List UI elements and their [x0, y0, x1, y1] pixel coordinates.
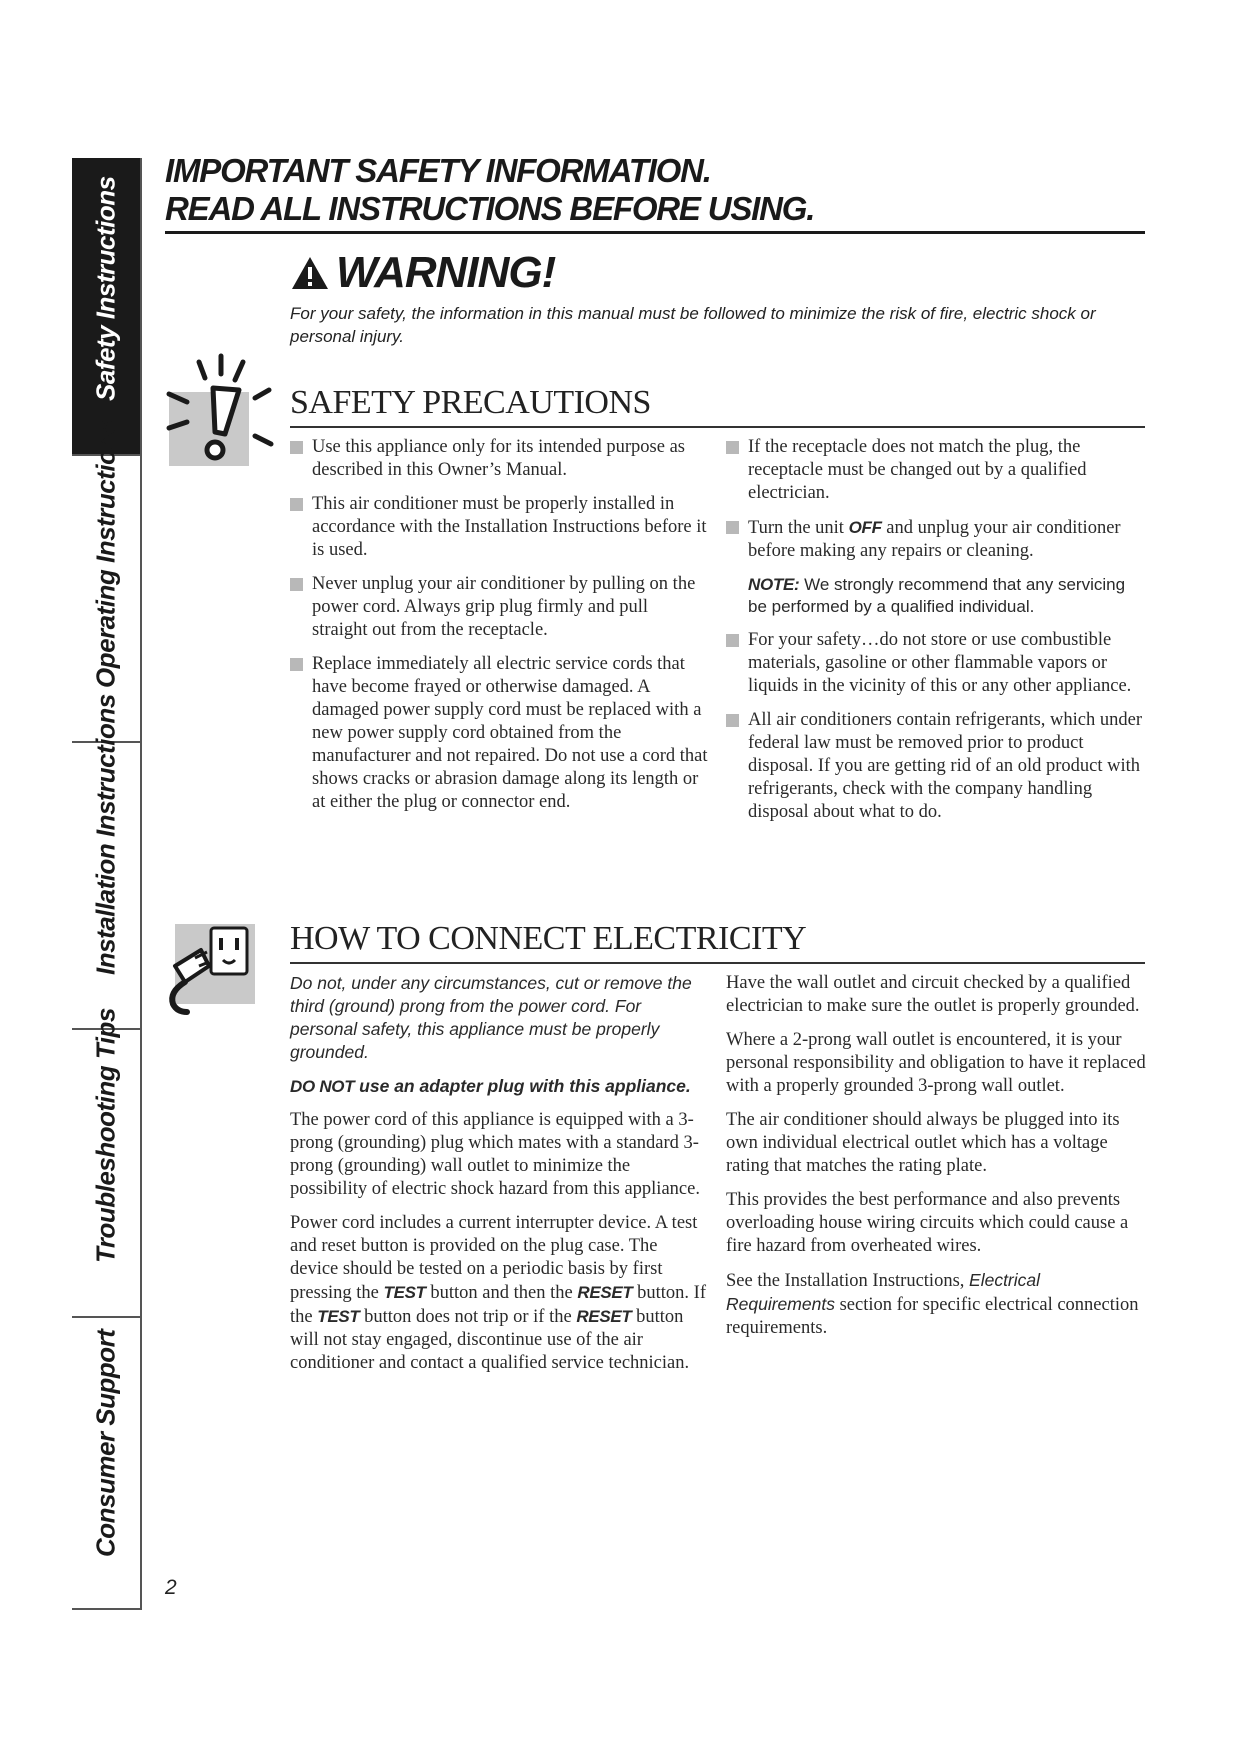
safety-left-column: [290, 436, 708, 825]
safety-note: NOTE: We strongly recommend that any servicing be performed by a qualified individual.: [748, 575, 1126, 616]
page-header: [165, 152, 1145, 228]
adapter-warning: DO NOT use an adapter plug with this appliance.: [290, 1076, 691, 1096]
bullet-square-icon: [290, 658, 303, 671]
tab-troubleshooting-tips[interactable]: [72, 1008, 140, 1316]
list-item: Never unplug your air conditioner by pulling on the power cord. Always grip plug firmly and pull straight out from the receptacle.: [290, 573, 708, 642]
bullet-square-icon: [290, 441, 303, 454]
safety-precautions-divider: [290, 426, 1145, 428]
header-line-1: IMPORTANT SAFETY INFORMATION.: [165, 152, 711, 189]
list-item: Use this appliance only for its intended purpose as described in this Owner’s Manual.: [290, 436, 708, 482]
sidebar-bottom-rule: [72, 1608, 140, 1610]
safety-right-column: [726, 436, 1146, 835]
interrupter-paragraph: Power cord includes a current interrupter device. A test and reset button is provided on the plug case. The device should be tested on a periodic basis by first pressing the TEST button and then the RESET button. If the TEST button does not trip or if the RESET button will not stay engaged, discontinue use of the air conditioner and contact a qualified service technician.: [290, 1213, 707, 1373]
electrical-requirements-reference: Electrical Requirements: [726, 1270, 1041, 1314]
power-cord-paragraph: The power cord of this appliance is equipped with a 3-prong (grounding) plug which mates with a standard 3-prong (grounding) wall outlet to minimize the possibility of electric shock hazard from this appliance.: [290, 1110, 700, 1199]
performance-paragraph: This provides the best performance and also prevents overloading house wiring circuits which could cause a fire hazard from overheated wires.: [726, 1190, 1129, 1256]
electricity-left-column: [290, 972, 708, 1386]
bullet-square-icon: [726, 714, 739, 727]
list-item: For your safety…do not store or use combustible materials, gasoline or other flammable vapors or liquids in the vicinity of this or any other appliance.: [726, 629, 1146, 698]
test-keyword: TEST: [317, 1307, 360, 1326]
list-item: Turn the unit OFF and unplug your air conditioner before making any repairs or cleaning.: [726, 516, 1146, 563]
tab-safety-instructions[interactable]: [72, 158, 140, 454]
grounded-plug-outlet-icon: [165, 920, 265, 1016]
bullet-square-icon: [290, 578, 303, 591]
bullet-square-icon: [290, 498, 303, 511]
tab-label: Safety Instructions: [90, 176, 121, 401]
page-number: 2: [165, 1576, 177, 1599]
list-item: All air conditioners contain refrigerants, which under federal law must be removed prior to product disposal. If you are getting rid of an old product with refrigerants, check with the company handling disposal about what to do.: [726, 709, 1146, 824]
ground-prong-warning: Do not, under any circumstances, cut or remove the third (ground) prong from the power cord. For personal safety, this appliance must be properly grounded.: [290, 973, 692, 1062]
two-prong-paragraph: Where a 2-prong wall outlet is encountered, it is your personal responsibility and obligation to have it replaced with a properly grounded 3-prong wall outlet.: [726, 1030, 1146, 1096]
test-keyword: TEST: [383, 1283, 426, 1302]
side-navigation: [72, 158, 142, 1610]
tab-label: Operating Instructions: [90, 420, 121, 688]
list-item: This air conditioner must be properly installed in accordance with the Installation Instructions before it is used.: [290, 493, 708, 562]
header-line-2: READ ALL INSTRUCTIONS BEFORE USING.: [165, 190, 815, 227]
connect-electricity-divider: [290, 962, 1145, 964]
bullet-square-icon: [726, 634, 739, 647]
list-item: Replace immediately all electric service cords that have become frayed or otherwise damaged. A damaged power supply cord must be replaced with a new power supply cord obtained from the manufacturer and not repaired. Do not use a cord that shows cracks or abrasion damage along its length or at either the plug or connector end.: [290, 653, 708, 814]
header-divider: [165, 231, 1145, 234]
reset-keyword: RESET: [576, 1307, 632, 1326]
tab-installation-instructions[interactable]: [72, 694, 140, 1028]
tab-consumer-support[interactable]: [72, 1316, 140, 1610]
reset-keyword: RESET: [577, 1283, 633, 1302]
bullet-square-icon: [726, 521, 739, 534]
see-installation-paragraph: See the Installation Instructions, Electrical Requirements section for specific electrical connection requirements.: [726, 1270, 1139, 1338]
tab-label: Installation Instructions: [90, 694, 121, 975]
safety-precautions-title: SAFETY PRECAUTIONS: [290, 384, 651, 421]
warning-title: WARNING!: [336, 248, 556, 297]
list-item: If the receptacle does not match the plug, the receptacle must be changed out by a qualified electrician.: [726, 436, 1146, 505]
outlet-check-paragraph: Have the wall outlet and circuit checked by a qualified electrician to make sure the outlet is properly grounded.: [726, 973, 1140, 1016]
tab-label: Troubleshooting Tips: [90, 1008, 121, 1263]
off-keyword: OFF: [848, 518, 882, 537]
electricity-right-column: [726, 972, 1146, 1351]
note-label: NOTE:: [748, 575, 800, 594]
warning-heading: [290, 248, 555, 298]
caution-exclamation-icon: [165, 352, 275, 470]
connect-electricity-title: HOW TO CONNECT ELECTRICITY: [290, 920, 807, 957]
bullet-square-icon: [726, 441, 739, 454]
warning-text: For your safety, the information in this manual must be followed to minimize the risk of fire, electric shock or personal injury.: [290, 304, 1096, 346]
individual-outlet-paragraph: The air conditioner should always be plugged into its own individual electrical outlet which has a voltage rating that matches the rating plate.: [726, 1110, 1120, 1176]
tab-label: Consumer Support: [90, 1329, 121, 1557]
warning-triangle-icon: [290, 255, 330, 291]
